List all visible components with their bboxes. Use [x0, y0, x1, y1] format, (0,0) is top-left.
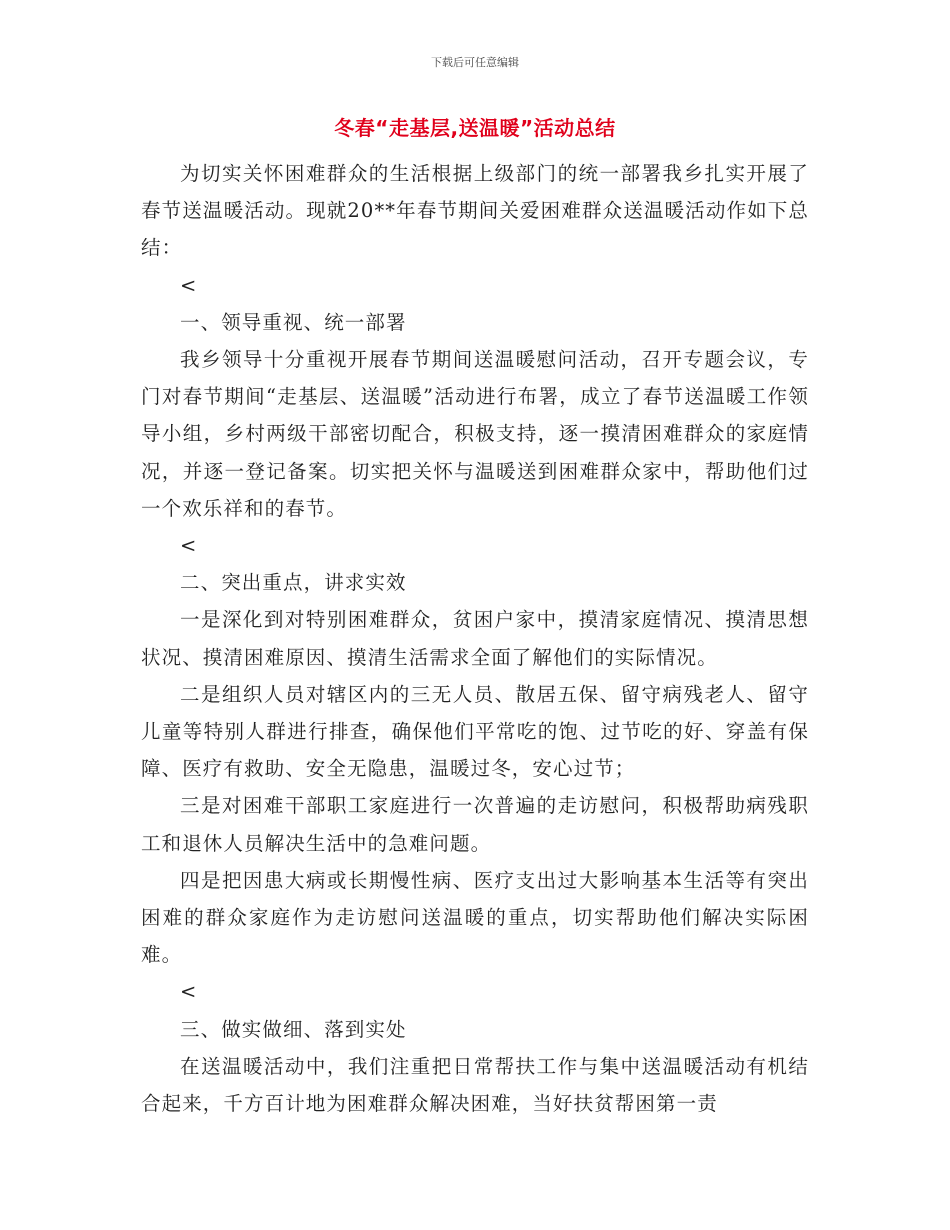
section-marker: < — [180, 273, 198, 297]
document-body — [141, 155, 809, 1122]
section-heading-1: 一、领导重视、统一部署 — [180, 310, 407, 334]
section-2-item-2: 二是组织人员对辖区内的三无人员、散居五保、留守病残老人、留守儿童等特别人群进行排查，确保他们平常吃的饱、过节吃的好、穿盖有保障、医疗有救助、安全无隐患，温暖过冬，安心过节； — [141, 682, 809, 781]
section-marker: < — [180, 534, 198, 558]
section-heading-2: 二、突出重点，讲求实效 — [180, 571, 407, 595]
section-1-paragraph: 我乡领导十分重视开展春节期间送温暖慰问活动，召开专题会议，专门对春节期间“走基层、送温暖”活动进行布署，成立了春节送温暖工作领导小组，乡村两级干部密切配合，积极支持，逐一摸清困难群众的家庭情况，并逐一登记备案。切实把关怀与温暖送到困难群众家中，帮助他们过一个欢乐祥和的春节。 — [141, 348, 809, 520]
header-note: 下载后可任意编辑 — [431, 56, 519, 69]
section-2-item-4: 四是把因患大病或长期慢性病、医疗支出过大影响基本生活等有突出困难的群众家庭作为走访慰问送温暖的重点，切实帮助他们解决实际困难。 — [141, 868, 809, 967]
intro-paragraph: 为切实关怀困难群众的生活根据上级部门的统一部署我乡扎实开展了春节送温暖活动。现就20**年春节期间关爱困难群众送温暖活动作如下总结： — [141, 162, 809, 260]
section-marker: < — [180, 980, 198, 1004]
section-2-item-3: 三是对困难干部职工家庭进行一次普遍的走访慰问，积极帮助病残职工和退休人员解决生活中的急难问题。 — [141, 794, 809, 855]
document-title: 冬春“走基层,送温暖”活动总结 — [334, 116, 616, 140]
section-3-paragraph: 在送温暖活动中，我们注重把日常帮扶工作与集中送温暖活动有机结合起来，千方百计地为困难群众解决困难，当好扶贫帮困第一责 — [141, 1054, 809, 1116]
section-2-item-1: 一是深化到对特别困难群众，贫困户家中，摸清家庭情况、摸清思想状况、摸清困难原因、摸清生活需求全面了解他们的实际情况。 — [141, 608, 809, 669]
section-heading-3: 三、做实做细、落到实处 — [180, 1017, 407, 1041]
